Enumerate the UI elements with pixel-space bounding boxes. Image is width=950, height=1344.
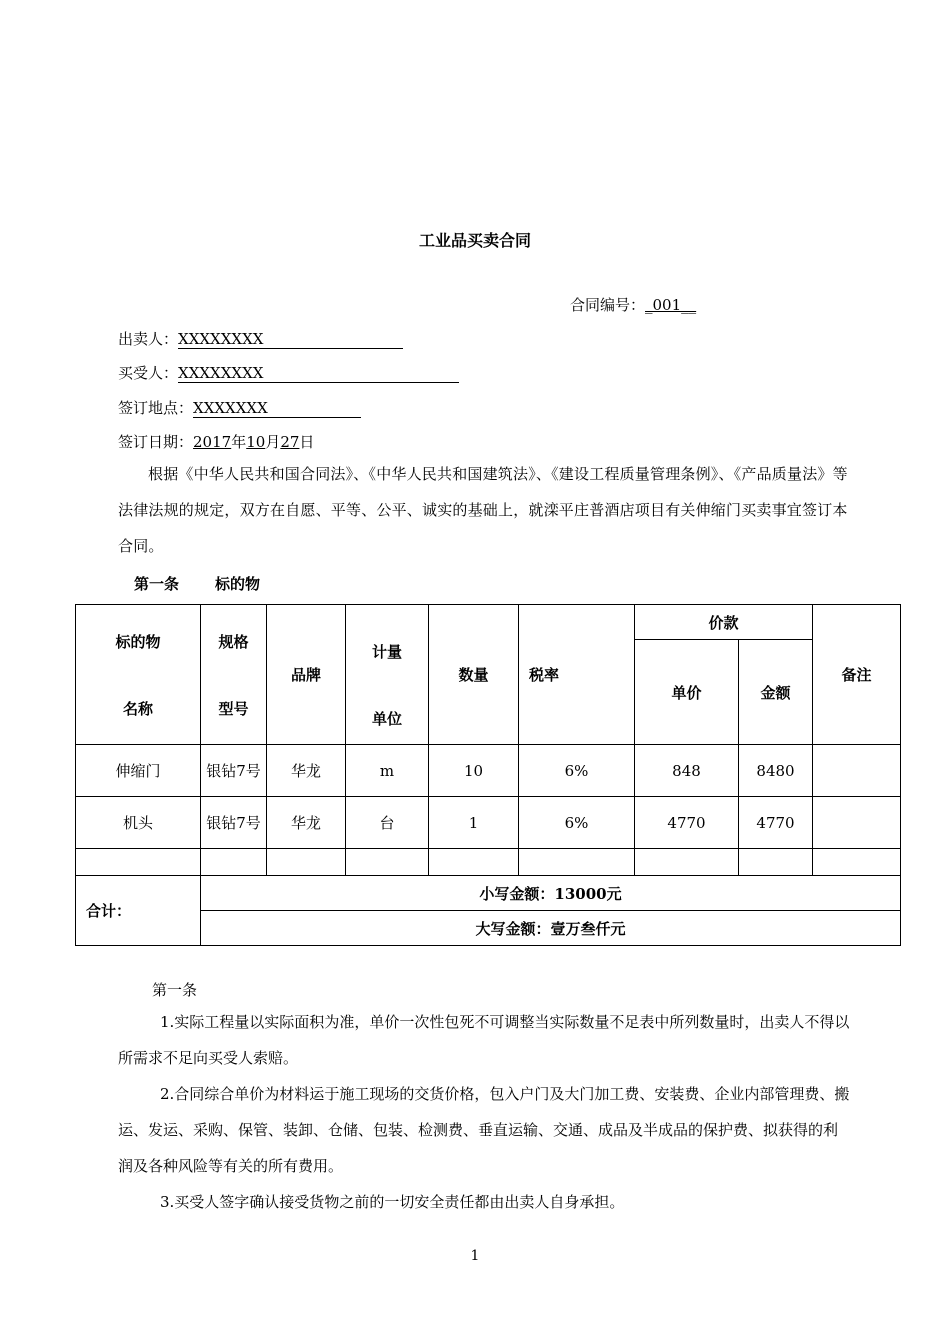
small-total: 小写金额：13000元 — [201, 876, 901, 911]
buyer-label: 买受人： — [118, 364, 179, 382]
cell-remark — [813, 797, 901, 849]
seller-value: XXXXXXXX — [178, 330, 403, 349]
date-month-unit: 月 — [265, 433, 281, 451]
empty-cell — [267, 849, 346, 876]
empty-cell — [519, 849, 635, 876]
date-day: 27 — [280, 433, 300, 451]
date-year: 2017 — [193, 433, 232, 451]
table-row — [76, 745, 901, 797]
header-unit-price: 单价 — [635, 640, 739, 745]
cell-amount: 4770 — [739, 797, 813, 849]
cell-tax: 6% — [519, 745, 635, 797]
date-month: 10 — [246, 433, 266, 451]
cell-spec: 银钻7号 — [201, 797, 267, 849]
place-label: 签订地点： — [118, 399, 194, 417]
date-label: 签订日期： — [118, 433, 194, 451]
seller-line — [118, 328, 403, 349]
article-again-heading: 第一条 — [152, 981, 198, 999]
table-header-row — [76, 605, 901, 640]
header-unit-top: 计量 — [371, 642, 402, 661]
header-brand: 品牌 — [267, 605, 346, 745]
header-remark: 备注 — [813, 605, 901, 745]
header-price: 价款 — [635, 605, 813, 640]
place-line — [118, 397, 361, 418]
empty-cell — [813, 849, 901, 876]
document-title: 工业品买卖合同 — [418, 231, 531, 250]
cell-unit-price: 4770 — [635, 797, 739, 849]
intro-paragraph: 根据《中华人民共和国合同法》、《中华人民共和国建筑法》、《建设工程质量管理条例》、《产品质量法》等法律法规的规定，双方在自愿、平等、公平、诚实的基础上，就滦平庄普酒店项目有关伸缩门买卖事宜签订本合同。 — [118, 465, 848, 555]
seller-label: 出卖人： — [118, 330, 179, 348]
cell-brand: 华龙 — [267, 745, 346, 797]
table-row — [76, 797, 901, 849]
header-spec-bottom: 型号 — [218, 699, 249, 718]
cell-qty: 1 — [429, 797, 519, 849]
cell-name: 伸缩门 — [76, 745, 201, 797]
contract-number-value: _001__ — [645, 296, 697, 314]
header-unit — [346, 605, 429, 745]
header-spec — [201, 605, 267, 745]
date-year-unit: 年 — [231, 433, 247, 451]
cell-name: 机头 — [76, 797, 201, 849]
contract-number — [570, 294, 696, 315]
cell-amount: 8480 — [739, 745, 813, 797]
cell-unit: 台 — [346, 797, 429, 849]
header-amount: 金额 — [739, 640, 813, 745]
goods-table — [75, 604, 901, 946]
header-tax: 税率 — [519, 605, 635, 745]
buyer-line — [118, 362, 459, 383]
empty-cell — [346, 849, 429, 876]
contract-number-label: 合同编号： — [570, 296, 646, 314]
clause-2: 2.合同综合单价为材料运于施工现场的交货价格，包入户门及大门加工费、安装费、企业内部管理费、搬运、发运、采购、保管、装卸、仓储、包装、检测费、垂直运输、交通、成品及半成品的保护费、拟获得的利润及各种风险等有关的所有费用。 — [118, 1085, 850, 1175]
article1-heading — [134, 573, 260, 594]
clause-1: 1.实际工程量以实际面积为准，单价一次性包死不可调整当实际数量不足表中所列数量时，出卖人不得以所需求不足向买受人索赔。 — [118, 1013, 850, 1067]
table-empty-row — [76, 849, 901, 876]
article1-num: 第一条 — [134, 575, 180, 593]
cell-unit-price: 848 — [635, 745, 739, 797]
place-value: XXXXXXX — [193, 399, 361, 418]
empty-cell — [201, 849, 267, 876]
cell-qty: 10 — [429, 745, 519, 797]
empty-cell — [76, 849, 201, 876]
buyer-value: XXXXXXXX — [178, 364, 459, 383]
total-row-small — [76, 876, 901, 911]
header-unit-bottom: 单位 — [371, 709, 402, 728]
empty-cell — [739, 849, 813, 876]
article1-title: 标的物 — [215, 575, 261, 593]
cell-unit: m — [346, 745, 429, 797]
cell-spec: 银钻7号 — [201, 745, 267, 797]
empty-cell — [635, 849, 739, 876]
cell-tax: 6% — [519, 797, 635, 849]
clause-3: 3.买受人签字确认接受货物之前的一切安全责任都由出卖人自身承担。 — [160, 1193, 625, 1211]
big-total: 大写金额：壹万叁仟元 — [201, 911, 901, 946]
date-day-unit: 日 — [299, 433, 315, 451]
header-name — [76, 605, 201, 745]
header-spec-top: 规格 — [218, 632, 249, 651]
cell-brand: 华龙 — [267, 797, 346, 849]
date-line — [118, 431, 314, 452]
header-name-top: 标的物 — [115, 632, 161, 651]
header-name-bottom: 名称 — [122, 699, 153, 718]
total-label: 合计： — [76, 876, 201, 946]
cell-remark — [813, 745, 901, 797]
page-number: 1 — [470, 1248, 480, 1264]
header-qty: 数量 — [429, 605, 519, 745]
empty-cell — [429, 849, 519, 876]
